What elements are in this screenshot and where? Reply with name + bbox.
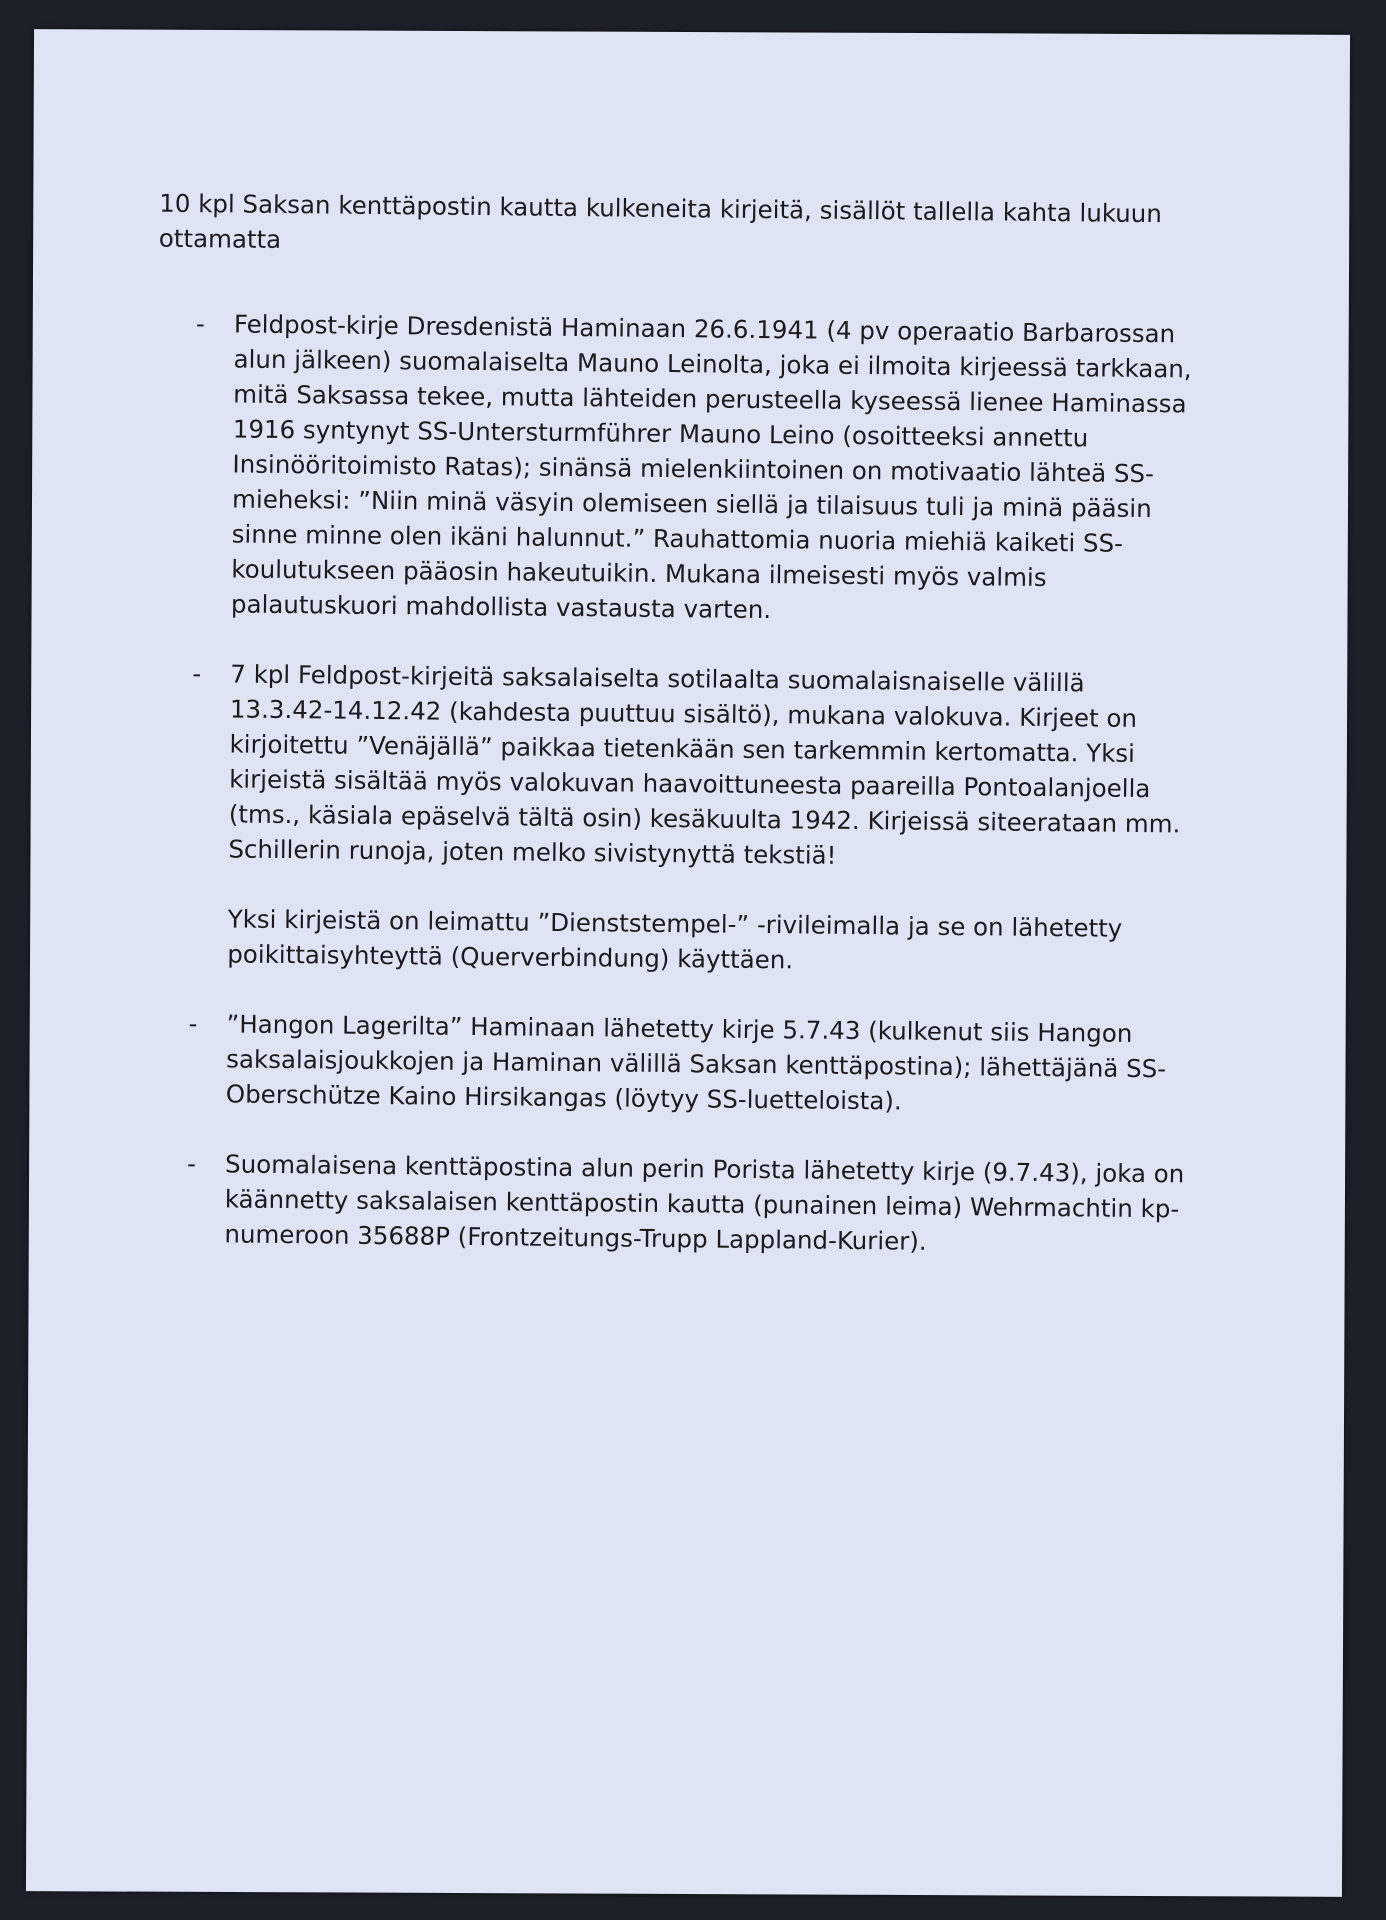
list-item <box>151 656 1194 982</box>
item-paragraph: Suomalaisena kenttäpostina alun perin Porista lähetetty kirje (9.7.43), joka on käännetty saksalaisen kenttäpostin kautta (punainen leima) Wehrmachtin kp-numeroon 35688P (Frontzeitungs-Trupp Lappland-Kurier). <box>224 1149 1185 1256</box>
bullet-dash: - <box>188 1009 198 1039</box>
item-paragraph: Feldpost-kirje Dresdenistä Haminaan 26.6.1941 (4 pv operaatio Barbarossan alun jälkeen) suomalaiselta Mauno Leinolta, joka ei ilmoita kirjeessä tarkkaan, mitä Saksassa tekee, mutta lähteiden perusteella kyseessä lienee Haminassa 1916 syntynyt SS-Untersturmführer Mauno Leino (osoitteeksi annettu Insinööritoimisto Ratas); sinänsä mielenkiintoinen on motivaatio lähteä SS-mieheksi: ”Niin minä väsyin olemiseen siellä ja tilaisuus tuli ja minä pääsin sinne minne olen ikäni halunnut.” Rauhattomia nuoria miehiä kaiketi SS-koulutukseen pääosin hakeutuikin. Mukana ilmeisesti myös valmis palautuskuori mahdollista vastausta varten. <box>230 309 1192 625</box>
document-body <box>148 186 1199 1297</box>
list-item <box>155 306 1198 632</box>
paper-sheet <box>26 29 1350 1897</box>
item-paragraph: Yksi kirjeistä on leimattu ”Dienststempel-” -rivileimalla ja se on lähetetty poikittaisyhteyttä (Querverbindung) käyttäen. <box>227 904 1123 975</box>
bullet-dash: - <box>192 659 202 689</box>
intro-paragraph: 10 kpl Saksan kenttäpostin kautta kulkeneita kirjeitä, sisällöt tallella kahta lukuun ottamatta <box>158 188 1162 254</box>
item-paragraph: 7 kpl Feldpost-kirjeitä saksalaiselta sotilaalta suomalaisnaiselle välillä 13.3.42-14.12.42 (kahdesta puuttuu sisältö), mukana valokuva. Kirjeet on kirjoitettu ”Venäjällä” paikkaa tietenkään sen tarkemmin kertomatta. Yksi kirjeistä sisältää myös valokuvan haavoittuneesta paareilla Pontoalanjoella (tms., käsiala epäselvä tältä osin) kesäkuulta 1942. Kirjeissä siteerataan mm. Schillerin runoja, joten melko sivistynyttä tekstiä! <box>228 659 1181 870</box>
bullet-dash: - <box>186 1149 197 1179</box>
list-item <box>150 1006 1191 1122</box>
list-item <box>148 1146 1189 1262</box>
bullet-dash: - <box>195 309 205 339</box>
item-paragraph: ”Hangon Lagerilta” Haminaan lähetetty kirje 5.7.43 (kulkenut siis Hangon saksalaisjoukkojen ja Haminan välillä Saksan kenttäpostina); lähettäjänä SS-Oberschütze Kaino Hirsikangas (löytyy SS-luetteloista). <box>225 1009 1167 1116</box>
